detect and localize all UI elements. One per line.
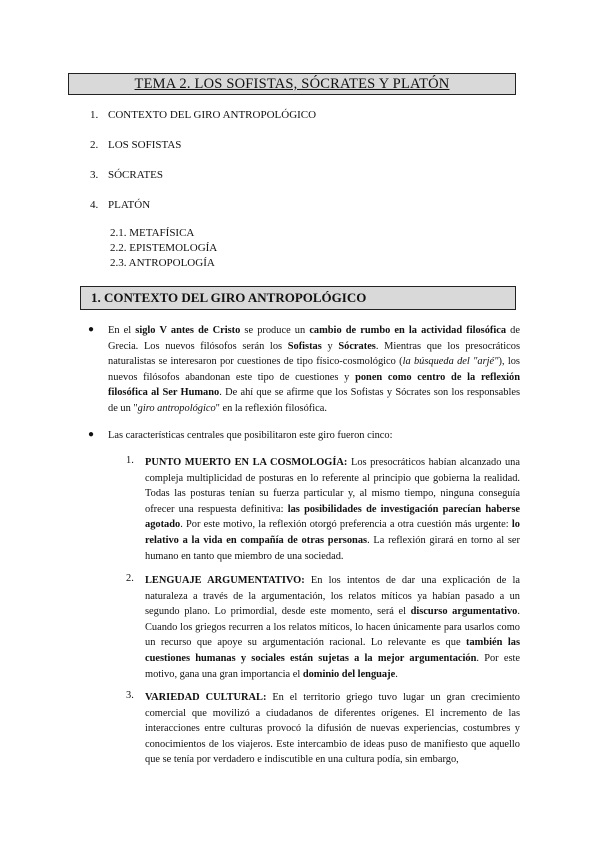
list-item: PUNTO MUERTO EN LA COSMOLOGÍA: Los presocráticos habían alcanzado una compleja multiplicidad de posturas en lo referente al principio que gobierna la realidad. Todas las posturas tenían su fuerza particular y, al mismo tiempo, ninguna conseguía ofrecer una respuesta definitiva: las posibilidades de investigación parecían haberse agotado. Por este motivo, la reflexión otorgó preferencia a otra cuestión más urgente: lo relativo a la vida en compañía de otras personas. La reflexión girará en torno al ser humano en tanto que miembro de una sociedad. [145, 457, 520, 562]
list-item: LENGUAJE ARGUMENTATIVO: En los intentos de dar una explicación de la naturaleza a través de la argumentación, los relatos míticos ya habían pasado a un segundo plano. Lo primordial, desde este momento, será el discurso argumentativo. Cuando los griegos recurren a los relatos míticos, lo hacen únicamente para usarlos como un recurso que apoye su argumentación racional. Lo relevante es que también las cuestiones humanas y sociales están sujetas a la mejor argumentación. Por este motivo, gana una gran importancia el dominio del lenguaje. [145, 575, 521, 680]
toc-item: 1. CONTEXTO DEL GIRO ANTROPOLÓGICO [90, 109, 317, 121]
bullet-icon: ● [88, 324, 95, 335]
list-number: 3. [126, 690, 134, 701]
toc-subitem: 2.1. METAFÍSICA [110, 227, 195, 239]
paragraph-characteristics: Las características centrales que posibilitaron este giro fueron cinco: [108, 430, 393, 441]
toc-item: 3. SÓCRATES [90, 169, 164, 181]
toc-item: 2. LOS SOFISTAS [90, 139, 182, 151]
paragraph-intro: En el siglo V antes de Cristo se produce un cambio de rumbo en la actividad filosófica de Grecia. Los nuevos filósofos serán los Sofistas y Sócrates. Mientras que los presocráticos naturalistas se interesaron por cuestiones de tipo físico-cosmológico (la búsqueda del "arjé"), los nuevos filósofos abandonan este tipo de cuestiones y ponen como centro de la reflexión filosófica al Ser Humano. De ahí que se afirme que los Sofistas y Sócrates son los responsables de un "giro antropológico" en la reflexión filosófica. [108, 325, 521, 414]
bullet-icon: ● [88, 429, 95, 440]
toc-subitem: 2.3. ANTROPOLOGÍA [110, 257, 215, 269]
section-heading: 1. CONTEXTO DEL GIRO ANTROPOLÓGICO [80, 286, 516, 310]
list-number: 1. [126, 455, 134, 466]
toc-subitem: 2.2. EPISTEMOLOGÍA [110, 242, 218, 254]
document-title: TEMA 2. LOS SOFISTAS, SÓCRATES Y PLATÓN [68, 73, 516, 95]
toc-item: 4. PLATÓN [90, 199, 151, 211]
list-item: VARIEDAD CULTURAL: En el territorio griego tuvo lugar un gran crecimiento comercial que movilizó a ciudadanos de diferentes orígenes. El incremento de las interacciones entre culturas provocó la difusión de nuevas experiencias, costumbres y conocimientos de los viajeros. Este intercambio de ideas puso de manifiesto que aquello que se tenía por verdadero e indiscutible en una cultura podía, sin embargo, [145, 692, 520, 766]
list-number: 2. [126, 573, 134, 584]
